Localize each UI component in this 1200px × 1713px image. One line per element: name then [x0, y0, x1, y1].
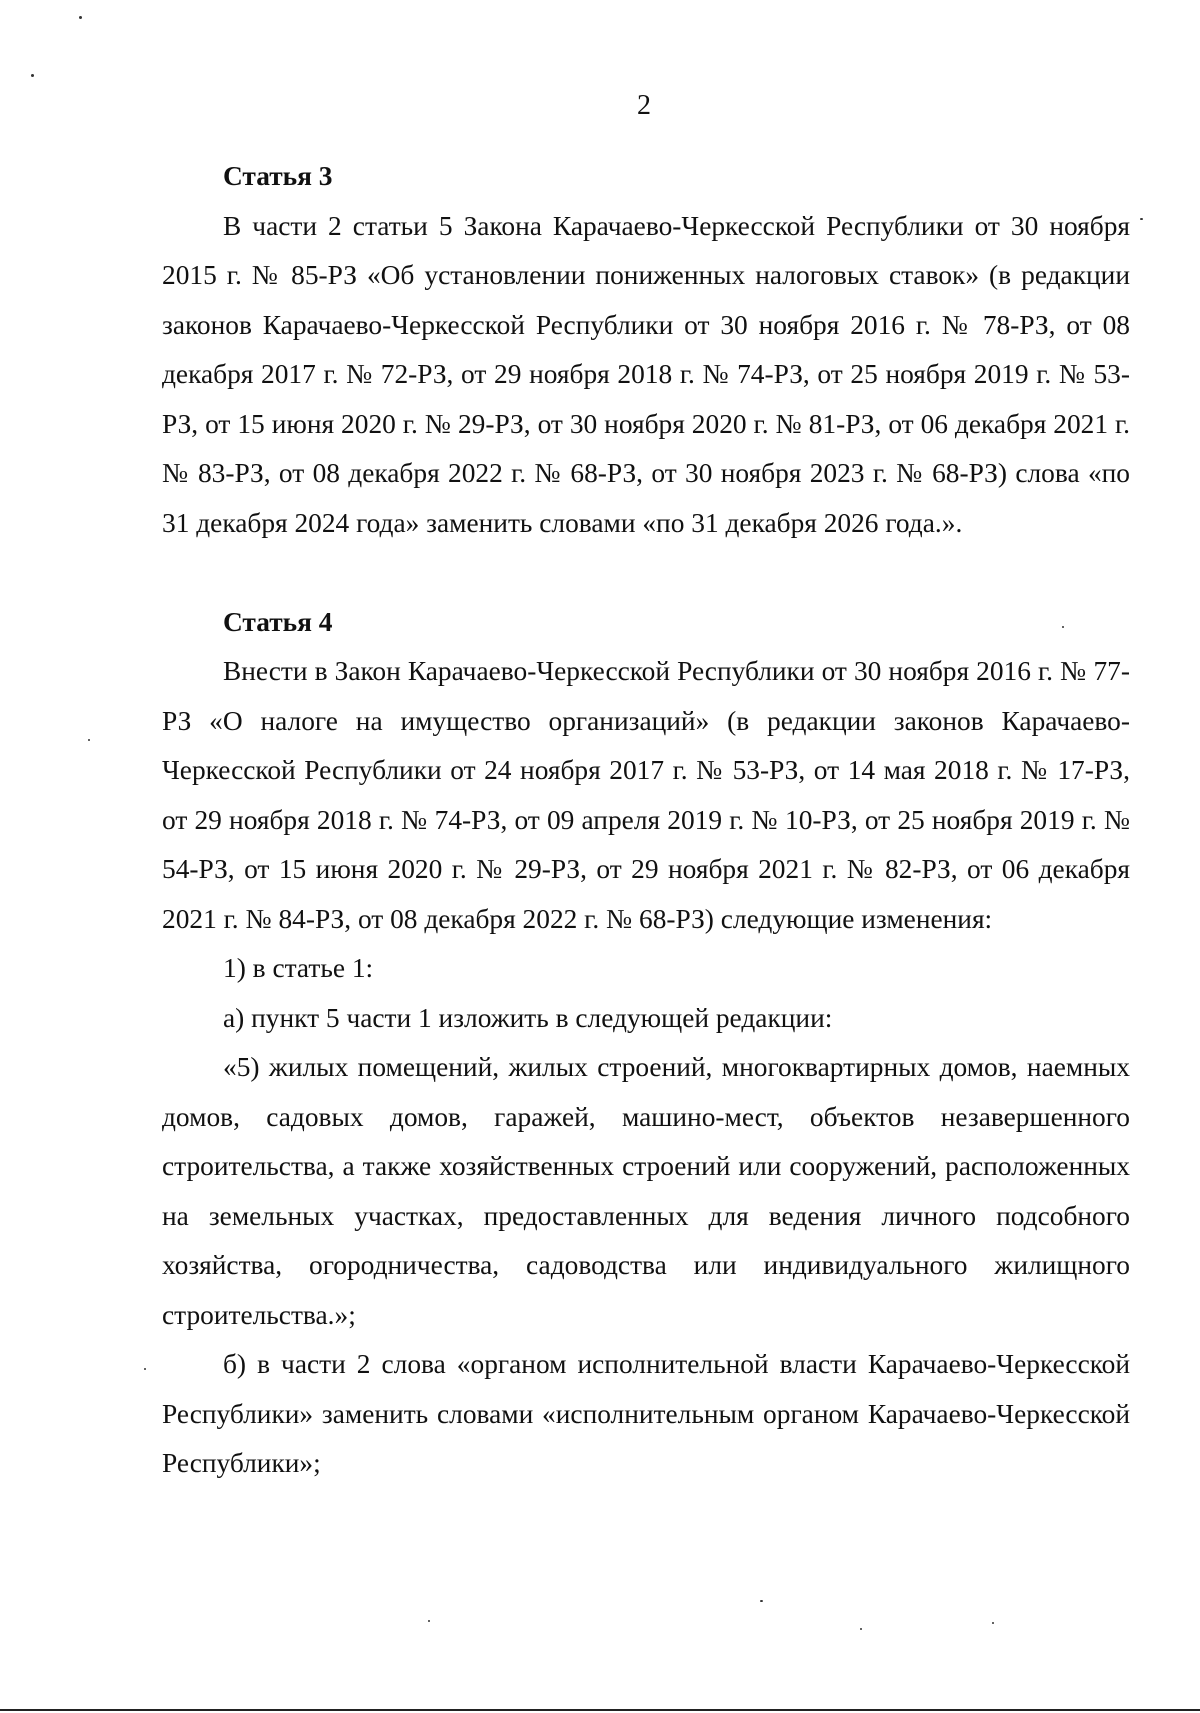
article-3-paragraph-1: В части 2 статьи 5 Закона Карачаево-Черкесской Республики от 30 ноября 2015 г. № 85-РЗ «Об установлении пониженных налоговых ставок» (в редакции законов Карачаево-Черкесской Республики от 30 ноября 2016 г. № 78-РЗ, от 08 декабря 2017 г. № 72-РЗ, от 29 ноября 2018 г. № 74-РЗ, от 25 ноября 2019 г. № 53-РЗ, от 15 июня 2020 г. № 29-РЗ, от 30 ноября 2020 г. № 81-РЗ, от 06 декабря 2021 г. № 83-РЗ, от 08 декабря 2022 г. № 68-РЗ, от 30 ноября 2023 г. № 68-РЗ) слова «по 31 декабря 2024 года» заменить словами «по 31 декабря 2026 года.». — [162, 210, 1130, 538]
article-4-paragraph-2: 1) в статье 1: — [223, 953, 374, 983]
scan-speck — [860, 1628, 862, 1630]
page-number: 2 — [637, 90, 651, 121]
scan-speck — [428, 1620, 430, 1622]
article-4-paragraph-3: а) пункт 5 части 1 изложить в следующей редакции: — [223, 1002, 833, 1033]
scan-speck — [760, 1600, 763, 1602]
article-4-paragraph-4: «5) жилых помещений, жилых строений, многоквартирных домов, наемных домов, садовых домов, гаражей, машино-мест, объектов незавершенного строительства, а также хозяйственных строений или сооружений, расположенных на земельных участках, предоставленных для ведения личного подсобного хозяйства, огородничества, садоводства или индивидуального жилищного строительства.»; — [162, 1052, 1130, 1330]
article-3-heading: Статья 3 — [223, 161, 333, 191]
scan-speck — [1140, 218, 1143, 220]
scan-edge-line — [0, 1709, 1200, 1711]
document-body — [162, 152, 1130, 1489]
scan-speck — [31, 74, 34, 77]
scan-speck — [144, 1368, 146, 1370]
scan-speck — [79, 16, 82, 19]
article-4-heading: Статья 4 — [223, 606, 333, 637]
article-4-paragraph-1: Внести в Закон Карачаево-Черкесской Республики от 30 ноября 2016 г. № 77-РЗ «О налоге на имущество организаций» (в редакции законов Карачаево-Черкесской Республики от 24 ноября 2017 г. № 53-РЗ, от 14 мая 2018 г. № 17-РЗ, от 29 ноября 2018 г. № 74-РЗ, от 09 апреля 2019 г. № 10-РЗ, от 25 ноября 2019 г. № 54-РЗ, от 15 июня 2020 г. № 29-РЗ, от 29 ноября 2021 г. № 82-РЗ, от 06 декабря 2021 г. № 84-РЗ, от 08 декабря 2022 г. № 68-РЗ) следующие изменения: — [162, 656, 1130, 934]
section-gap — [162, 548, 1130, 598]
scan-speck — [992, 1622, 994, 1624]
scan-speck — [1062, 626, 1064, 628]
scan-speck — [88, 739, 90, 741]
article-4-paragraph-5: б) в части 2 слова «органом исполнительной власти Карачаево-Черкесской Республики» заменить словами «исполнительным органом Карачаево-Черкесской Республики»; — [162, 1349, 1130, 1478]
